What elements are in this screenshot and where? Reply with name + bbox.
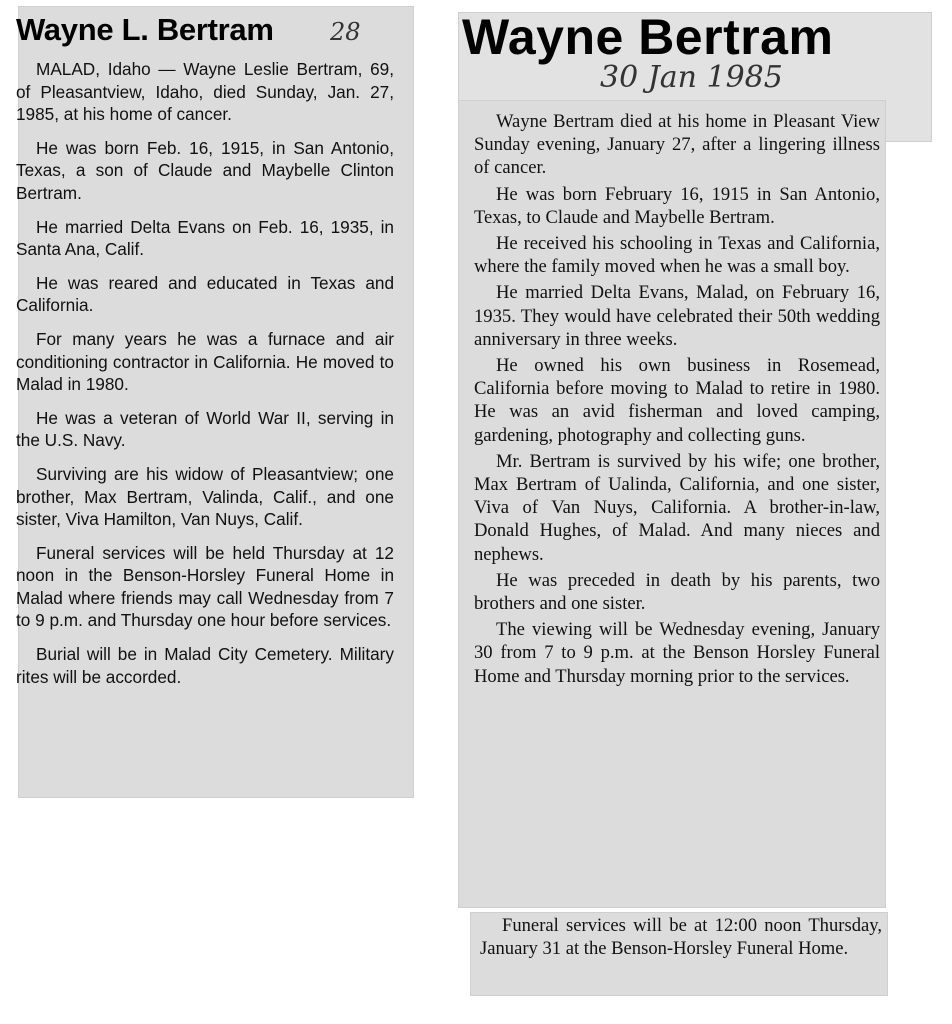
left-paragraph: He married Delta Evans on Feb. 16, 1935, in Santa Ana, Calif. <box>16 216 394 260</box>
right-paragraph: He owned his own business in Rosemead, California before moving to Malad to retire in 1980. He was an avid fisherman and loved camping, gardening, photography and collecting guns. <box>474 355 880 446</box>
left-paragraph: For many years he was a furnace and air conditioning contractor in California. He moved to Malad in 1980. <box>16 328 394 395</box>
left-paragraph: He was born Feb. 16, 1915, in San Antonio, Texas, a son of Claude and Maybelle Clinton Bertram. <box>16 137 394 203</box>
right-obituary-title: Wayne Bertram <box>462 9 834 65</box>
right-paragraph: He was born February 16, 1915 in San Antonio, Texas, to Claude and Maybelle Bertram. <box>474 183 880 228</box>
right-paragraph: He received his schooling in Texas and California, where the family moved when he was a small boy. <box>474 233 880 278</box>
left-paragraph: He was reared and educated in Texas and California. <box>16 272 394 316</box>
left-paragraph: He was a veteran of World War II, serving in the U.S. Navy. <box>16 407 394 451</box>
right-handwritten-date: 30 Jan 1985 <box>600 60 783 95</box>
right-funeral-notice <box>480 914 882 960</box>
right-paragraph: He was preceded in death by his parents, two brothers and one sister. <box>474 569 880 615</box>
left-obituary-body <box>16 58 394 699</box>
left-paragraph: Surviving are his widow of Pleasantview; one brother, Max Bertram, Valinda, Calif., and one sister, Viva Hamilton, Van Nuys, Calif. <box>16 463 394 530</box>
left-paragraph: MALAD, Idaho — Wayne Leslie Bertram, 69, of Pleasantview, Idaho, died Sunday, Jan. 27, 1985, at his home of cancer. <box>16 59 394 125</box>
right-paragraph: The viewing will be Wednesday evening, January 30 from 7 to 9 p.m. at the Benson Horsley Funeral Home and Thursday morning prior to the services. <box>474 619 880 687</box>
left-paragraph: Funeral services will be held Thursday at 12 noon in the Benson-Horsley Funeral Home in Malad where friends may call Wednesday from 7 to 9 p.m. and Thursday one hour before services. <box>16 542 394 631</box>
left-handwritten-date: 28 <box>330 18 361 46</box>
funeral-notice-text: Funeral services will be at 12:00 noon Thursday, January 31 at the Benson-Horsley Funeral Home. <box>480 915 882 960</box>
left-obituary-title: Wayne L. Bertram <box>16 12 274 47</box>
right-obituary-body <box>474 110 880 691</box>
right-paragraph: Wayne Bertram died at his home in Pleasant View Sunday evening, January 27, after a lingering illness of cancer. <box>474 111 880 179</box>
right-paragraph: He married Delta Evans, Malad, on February 16, 1935. They would have celebrated their 50th wedding anniversary in three weeks. <box>474 282 880 350</box>
left-paragraph: Burial will be in Malad City Cemetery. Military rites will be accorded. <box>16 644 394 687</box>
right-paragraph: Mr. Bertram is survived by his wife; one brother, Max Bertram of Ualinda, California, and one sister, Viva of Van Nuys, California. A brother-in-law, Donald Hughes, of Malad. And many nieces and nephews. <box>474 450 880 565</box>
